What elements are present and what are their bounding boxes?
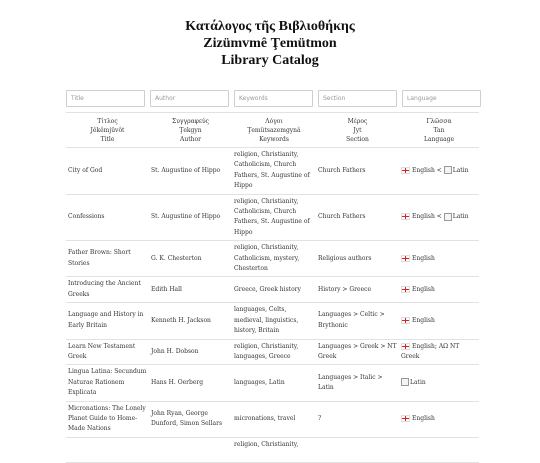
cell-keywords: religion, Christianity, languages, Greece [232,339,316,365]
cell-section: History > Greece [316,277,399,303]
table-row[interactable] [66,241,479,277]
alpha-omega-icon: ΑΩ [438,342,449,350]
table-row[interactable] [66,148,479,195]
cell-section [316,437,399,462]
cell-keywords: religion, Christianity, [232,437,316,462]
latin-image-icon [401,378,409,386]
cell-title: Confessions [66,194,149,241]
english-flag-icon [401,317,410,324]
cell-keywords: micronations, travel [232,401,316,437]
section-filter-input[interactable] [318,90,397,107]
title-english: Library Catalog [221,53,319,68]
cell-title [66,437,149,462]
title-filter-input[interactable] [66,90,145,107]
cell-title: Learn New Testament Greek [66,339,149,365]
cell-author: Kenneth H. Jackson [149,303,232,339]
cell-author: John Ryan, George Dunford, Simon Sellars [149,401,232,437]
title-greek: Κατάλογος τῆς Βιβλιοθήκης [185,19,355,34]
cell-author [149,437,232,462]
cell-title: Micronations: The Lonely Planet Guide to Home-Made Nations [66,401,149,437]
latin-image-icon [444,213,452,221]
catalog-table [66,112,479,463]
cell-author: St. Augustine of Hippo [149,194,232,241]
cell-title: Language and History in Early Britain [66,303,149,339]
english-flag-icon [401,286,410,293]
table-row[interactable] [66,194,479,241]
cell-keywords: religion, Christianity, Catholicism, mystery, Chesterton [232,241,316,277]
filter-bar [0,90,540,107]
cell-section: Church Fathers [316,194,399,241]
cell-keywords: religion, Christianity, Catholicism, Church Fathers, St. Augustine of Hippo [232,194,316,241]
table-row[interactable] [66,365,479,401]
cell-language: English [399,277,479,303]
column-header-author[interactable]: Συγγραφεύς Ţekgyn Author [149,113,232,148]
table-header-row [66,113,479,148]
cell-keywords: languages, Celts, medieval, linguistics, history, Britain [232,303,316,339]
latin-image-icon [444,166,452,174]
cell-section: Languages > Italic > Latin [316,365,399,401]
cell-keywords: Greece, Greek history [232,277,316,303]
cell-author: Edith Hall [149,277,232,303]
cell-language: English; ΑΩ NT Greek [399,339,479,365]
cell-language: English < Latin [399,194,479,241]
english-flag-icon [401,415,410,422]
cell-title: Father Brown: Short Stories [66,241,149,277]
table-row[interactable] [66,339,479,365]
table-row[interactable] [66,401,479,437]
english-flag-icon [401,213,410,220]
table-row[interactable] [66,437,479,462]
cell-section: Languages > Celtic > Brythonic [316,303,399,339]
cell-keywords: languages, Latin [232,365,316,401]
column-header-title[interactable]: Τίτλος Jêkêmjüvôt Title [66,113,149,148]
cell-title: Introducing the Ancient Greeks [66,277,149,303]
english-flag-icon [401,255,410,262]
table-row[interactable] [66,277,479,303]
cell-keywords: religion, Christianity, Catholicism, Church Fathers, St. Augustine of Hippo [232,148,316,195]
cell-language: English [399,303,479,339]
title-conlang: Zizümvmê Ţemütmon [203,36,337,51]
english-flag-icon [401,343,410,350]
cell-section: Church Fathers [316,148,399,195]
language-filter-input[interactable] [402,90,481,107]
cell-language: Latin [399,365,479,401]
cell-author: John H. Dobson [149,339,232,365]
cell-section: Religious authors [316,241,399,277]
keywords-filter-input[interactable] [234,90,313,107]
cell-language: English < Latin [399,148,479,195]
cell-title: Lingua Latina: Secundum Naturae Rationem Explicata [66,365,149,401]
cell-language: English [399,401,479,437]
cell-author: G. K. Chesterton [149,241,232,277]
cell-title: City of God [66,148,149,195]
table-row[interactable] [66,303,479,339]
cell-language [399,437,479,462]
catalog-header [0,0,540,69]
cell-language: English [399,241,479,277]
cell-author: Hans H. Oerberg [149,365,232,401]
cell-section: Languages > Greek > NT Greek [316,339,399,365]
cell-section: ? [316,401,399,437]
english-flag-icon [401,167,410,174]
cell-author: St. Augustine of Hippo [149,148,232,195]
column-header-keywords[interactable]: Λόγοι Ţemütsazemgynâ Keywords [232,113,316,148]
column-header-language[interactable]: Γλῶσσα Tan Language [399,113,479,148]
column-header-section[interactable]: Μέρος Jyt Section [316,113,399,148]
author-filter-input[interactable] [150,90,229,107]
